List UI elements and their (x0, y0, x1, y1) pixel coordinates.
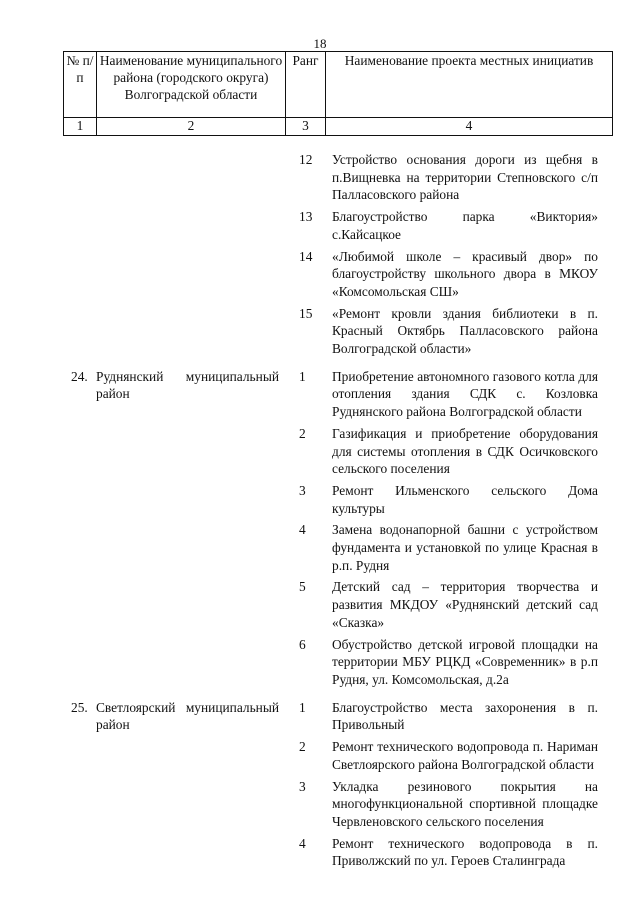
table-row (63, 358, 612, 421)
district-name: Руднянский муниципальный район (96, 368, 279, 402)
district-name (96, 151, 285, 204)
project-rank: 6 (299, 636, 306, 652)
header-district: Наименование муниципального района (городского округа) Волгоградской области (97, 52, 286, 118)
project-name: Устройство основания дороги из щебня в п.Вищневка на территории Степновского с/п Палласовского района (332, 152, 598, 203)
row-number (63, 734, 96, 773)
table-body (63, 151, 612, 870)
table-row (63, 689, 612, 734)
header-colnum-4: 4 (326, 118, 613, 136)
page-number: 18 (313, 36, 327, 51)
table-header (63, 51, 613, 136)
row-number: 24. (71, 368, 88, 384)
header-rank: Ранг (286, 52, 326, 118)
table-row (63, 734, 612, 773)
project-name: «Любимой школе – красивый двор» по благоустройству школьного двора в МКОУ «Комсомольская СШ» (332, 248, 598, 299)
district-name (96, 244, 285, 301)
row-number (63, 831, 96, 870)
project-name: Благоустройство места захоронения в п. Привольный (332, 699, 598, 733)
project-rank: 15 (299, 305, 313, 321)
table-row (63, 301, 612, 358)
table-row (63, 204, 612, 243)
project-rank: 14 (299, 248, 313, 264)
project-name: Обустройство детской игровой площадки на территории МБУ РЦКД «Современник» в р.п Рудня, ул. Комсомольская, д.2а (332, 636, 598, 687)
project-name: Детский сад – территория творчества и развития МКДОУ «Руднянский детский сад «Сказка» (332, 579, 598, 630)
project-name: Благоустройство парка «Виктория» с.Кайсацкое (332, 209, 598, 242)
project-rank: 4 (299, 835, 306, 851)
district-name (96, 574, 285, 631)
district-name (96, 831, 285, 870)
project-name: Газификация и приобретение оборудования для системы отопления в СДК Осичковского сельского поселения (332, 425, 598, 477)
row-number (63, 478, 96, 517)
table-row (63, 478, 612, 517)
project-name: Приобретение автономного газового котла для отопления здания СДК с. Козловка Руднянского района Волгоградской области (332, 368, 598, 420)
project-name: Ремонт технического водопровода п. Нариман Светлоярского района Волгоградской области (332, 739, 598, 772)
table-row (63, 632, 612, 689)
row-number (63, 517, 96, 574)
district-name: Светлоярский муниципальный район (96, 699, 279, 733)
district-name (96, 632, 285, 689)
row-number (63, 774, 96, 831)
district-name (96, 517, 285, 574)
row-number (63, 151, 96, 204)
table-row (63, 244, 612, 301)
project-rank: 1 (299, 368, 306, 384)
district-name (96, 301, 285, 358)
row-number (63, 574, 96, 631)
header-colnum-2: 2 (97, 118, 286, 136)
project-name: «Ремонт кровли здания библиотеки в п. Красный Октябрь Палласовского района Волгоградской области» (332, 305, 598, 357)
district-name (96, 734, 285, 773)
row-number (63, 421, 96, 478)
row-number (63, 632, 96, 689)
project-name: Ремонт технического водопровода в п. Приволжский по ул. Героев Сталинграда (332, 835, 598, 869)
project-rank: 2 (299, 739, 306, 755)
project-name: Ремонт Ильменского сельского Дома культуры (332, 482, 598, 516)
project-rank: 1 (299, 699, 306, 715)
table-row (63, 774, 612, 831)
project-rank: 13 (299, 209, 313, 225)
row-number: 25. (71, 699, 88, 715)
district-name (96, 774, 285, 831)
project-rank: 2 (299, 425, 306, 441)
district-name (96, 204, 285, 243)
project-rank: 12 (299, 152, 313, 167)
project-rank: 4 (299, 522, 306, 538)
header-project: Наименование проекта местных инициатив (326, 52, 613, 118)
project-rank: 3 (299, 778, 306, 794)
table-row (63, 574, 612, 631)
project-name: Замена водонапорной башни с устройством фундамента и установкой по улице Красная в р.п. Рудня (332, 522, 598, 573)
row-number (63, 301, 96, 358)
table-row (63, 421, 612, 478)
header-num: № п/п (64, 52, 97, 118)
district-name (96, 478, 285, 517)
table-row (63, 517, 612, 574)
row-number (63, 244, 96, 301)
project-rank: 5 (299, 579, 306, 595)
district-name (96, 421, 285, 478)
header-colnum-1: 1 (64, 118, 97, 136)
row-number (63, 204, 96, 243)
header-colnum-3: 3 (286, 118, 326, 136)
table-row (63, 151, 612, 204)
project-name: Укладка резинового покрытия на многофункциональной спортивной площадке Червленовского сельского поселения (332, 778, 598, 829)
table-row (63, 831, 612, 870)
project-rank: 3 (299, 482, 306, 498)
